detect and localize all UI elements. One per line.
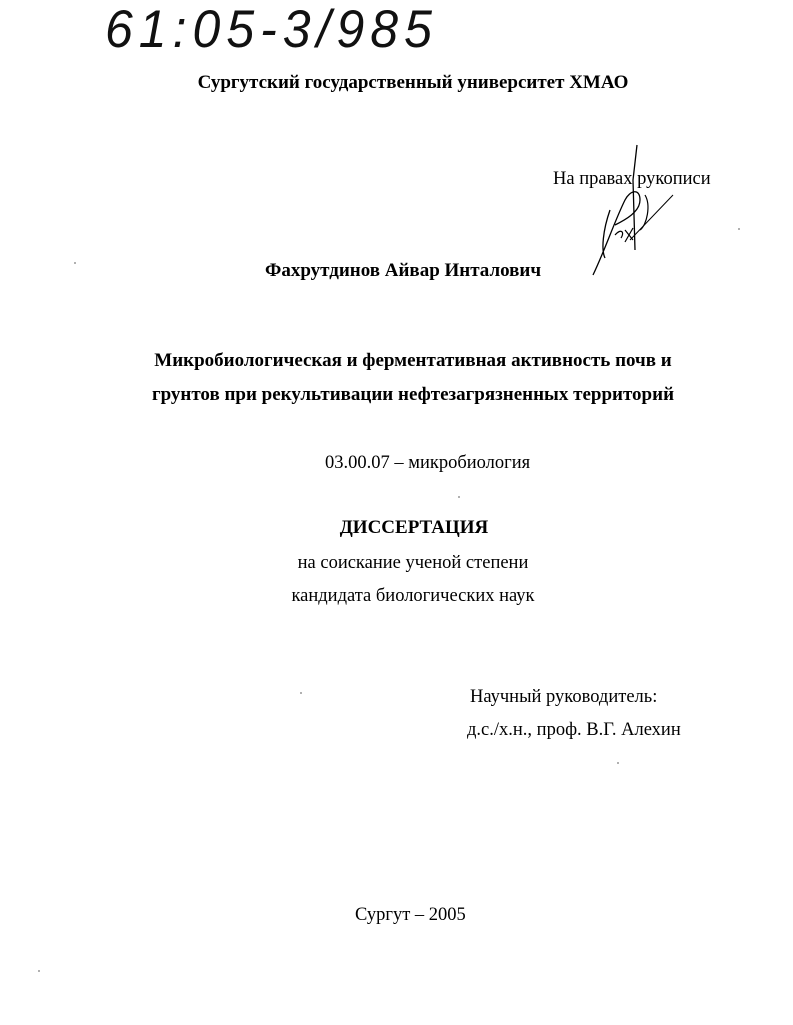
supervisor-label: Научный руководитель: <box>470 687 658 707</box>
dissertation-title-line-2: грунтов при рекультивации нефтезагрязненных территорий <box>151 384 675 405</box>
scan-speck <box>738 228 740 230</box>
dissertation-title-line-1: Микробиологическая и ферментативная активность почв и <box>154 350 672 371</box>
specialty-code: 03.00.07 – микробиология <box>325 453 531 473</box>
signature-icon <box>585 140 675 285</box>
scan-speck <box>458 496 460 498</box>
scan-speck <box>617 762 619 764</box>
degree-line-1: на соискание ученой степени <box>297 553 529 573</box>
place-year: Сургут – 2005 <box>355 905 466 925</box>
scan-speck <box>300 692 302 694</box>
scan-speck <box>38 970 40 972</box>
document-type: ДИССЕРТАЦИЯ <box>339 517 489 538</box>
supervisor-name: д.с./х.н., проф. В.Г. Алехин <box>467 720 681 740</box>
scan-speck <box>74 262 76 264</box>
manuscript-rights-label: На правах рукописи <box>553 169 711 189</box>
handwritten-archive-number: 61:05-3/985 <box>105 0 438 59</box>
degree-line-2: кандидата биологических наук <box>291 586 535 606</box>
author-name: Фахрутдинов Айвар Инталович <box>265 260 542 281</box>
university-name: Сургутский государственный университет ХМАО <box>197 72 629 93</box>
